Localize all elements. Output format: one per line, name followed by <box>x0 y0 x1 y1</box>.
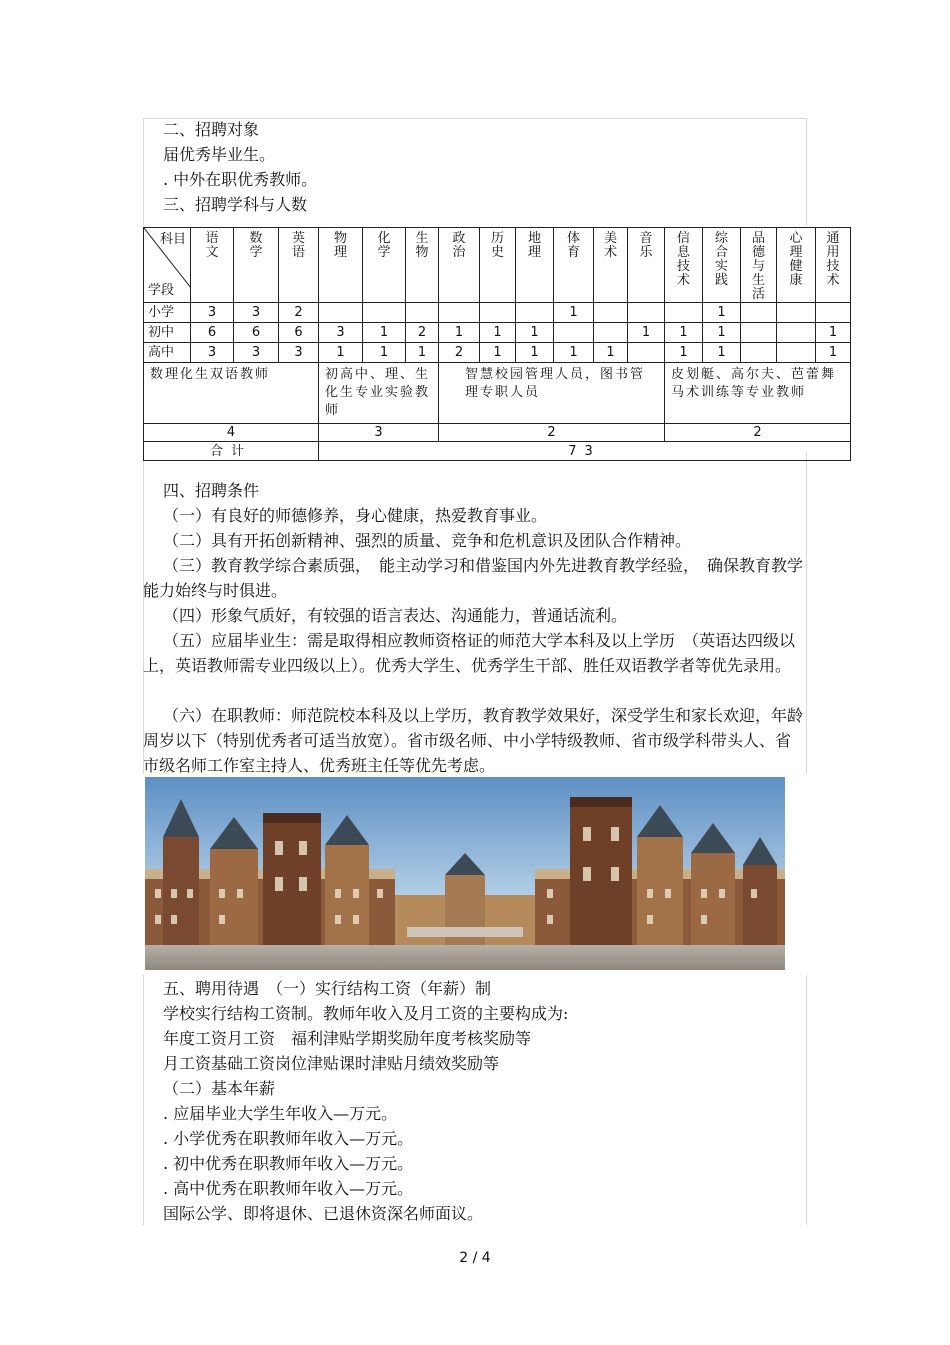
table-cell <box>439 303 480 323</box>
condition-6: （六）在职教师：师范院校本科及以上学历，教育教学效果好，深受学生和家长欢迎，年龄周岁以下（特别优秀者可适当放宽）。省市级名师、中小学特级教师、省市级学科带头人、省市级名师工作室主持人、优秀班主任等优先考虑。 <box>143 706 804 775</box>
table-cell: 1 <box>594 343 628 363</box>
table-cell: 1 <box>816 323 851 343</box>
table-cell: 1 <box>363 323 406 343</box>
subject-header: 语文 <box>191 228 234 303</box>
section2-item-2: . 中外在职优秀教师。 <box>163 170 318 189</box>
table-cell <box>777 323 816 343</box>
table-cell <box>665 303 703 323</box>
category-cell: 初高中、理、生化生专业实验教师 <box>319 363 439 424</box>
table-cell <box>628 343 665 363</box>
recruitment-table <box>143 227 851 461</box>
category-cell: 智慧校园管理人员，图书管理专职人员 <box>439 363 665 424</box>
section2-item-1: 届优秀毕业生。 <box>163 145 276 164</box>
subject-header: 物理 <box>319 228 363 303</box>
salary-line: 学校实行结构工资制。教师年收入及月工资的主要构成为: <box>163 1004 569 1023</box>
table-cell <box>406 303 439 323</box>
table-cell <box>741 323 777 343</box>
category-count: 4 <box>144 424 319 442</box>
condition-4: （四）形象气质好，有较强的语言表达、沟通能力，普通话流利。 <box>163 606 628 625</box>
table-cell: 1 <box>554 343 594 363</box>
table-cell: 1 <box>516 343 554 363</box>
section4-heading: 四、招聘条件 <box>163 481 260 500</box>
table-cell: 2 <box>406 323 439 343</box>
subject-header: 数学 <box>234 228 279 303</box>
corner-subject-label: 科目 <box>159 232 186 247</box>
condition-5: （五）应届毕业生：需是取得相应教师资格证的师范大学本科及以上学历 （英语达四级以上，英语教师需专业四级以上）。优秀大学生、优秀学生干部、胜任双语教学者等优先录用。 <box>143 631 796 675</box>
category-row <box>144 363 851 424</box>
table-cell <box>816 303 851 323</box>
table-row <box>144 323 851 343</box>
table-cell: 1 <box>480 343 516 363</box>
table-cell: 3 <box>319 323 363 343</box>
subject-header: 历史 <box>480 228 516 303</box>
table-cell: 1 <box>406 343 439 363</box>
campus-building-photo <box>145 777 785 970</box>
section2-heading: 二、招聘对象 <box>163 120 260 139</box>
table-cell <box>628 303 665 323</box>
subject-header: 地理 <box>516 228 554 303</box>
salary-line: （二）基本年薪 <box>163 1079 276 1098</box>
table-cell: 1 <box>628 323 665 343</box>
table-cell <box>777 303 816 323</box>
section5-heading: 五、聘用待遇 （一）实行结构工资（年薪）制 <box>163 979 492 998</box>
subject-header: 化学 <box>363 228 406 303</box>
salary-line: 年度工资月工资 福利津贴学期奖励年度考核奖励等 <box>163 1029 532 1048</box>
table-cell: 2 <box>279 303 319 323</box>
table-cell: 1 <box>703 303 741 323</box>
table-cell: 1 <box>665 343 703 363</box>
stage-label: 高中 <box>144 343 191 363</box>
salary-line: . 应届毕业大学生年收入—万元。 <box>163 1104 398 1123</box>
stage-label: 小学 <box>144 303 191 323</box>
category-count: 2 <box>439 424 665 442</box>
table-cell <box>741 343 777 363</box>
table-cell: 1 <box>665 323 703 343</box>
condition-1: （一）有良好的师德修养，身心健康，热爱教育事业。 <box>163 506 548 525</box>
table-cell: 1 <box>816 343 851 363</box>
salary-line: . 高中优秀在职教师年收入—万元。 <box>163 1179 414 1198</box>
table-cell: 6 <box>234 323 279 343</box>
salary-line: . 初中优秀在职教师年收入—万元。 <box>163 1154 414 1173</box>
salary-line: . 小学优秀在职教师年收入—万元。 <box>163 1129 414 1148</box>
table-cell: 1 <box>363 343 406 363</box>
margin-guide-right <box>806 118 807 226</box>
category-cell: 数理化生双语教师 <box>144 363 319 424</box>
total-value: 73 <box>319 442 851 461</box>
table-row <box>144 343 851 363</box>
table-cell: 3 <box>191 303 234 323</box>
margin-guide-left-3 <box>143 975 144 1225</box>
category-count: 2 <box>665 424 851 442</box>
table-cell <box>363 303 406 323</box>
table-cell: 1 <box>480 323 516 343</box>
subject-header: 信息技术 <box>665 228 703 303</box>
corner-stage-label: 学段 <box>148 283 175 298</box>
subject-header: 美术 <box>594 228 628 303</box>
category-count-row <box>144 424 851 442</box>
table-cell: 6 <box>279 323 319 343</box>
table-cell <box>554 323 594 343</box>
table-cell: 3 <box>234 343 279 363</box>
category-cell: 皮划艇、高尔夫、芭蕾舞马术训练等专业教师 <box>665 363 851 424</box>
table-cell <box>480 303 516 323</box>
total-row <box>144 442 851 461</box>
subject-header: 心理健康 <box>777 228 816 303</box>
table-cell: 3 <box>191 343 234 363</box>
total-label: 合计 <box>144 442 319 461</box>
table-cell <box>516 303 554 323</box>
table-cell: 3 <box>234 303 279 323</box>
table-cell <box>777 343 816 363</box>
table-header-row <box>144 228 851 303</box>
category-count: 3 <box>319 424 439 442</box>
condition-2: （二）具有开拓创新精神、强烈的质量、竞争和危机意识及团队合作精神。 <box>163 531 692 550</box>
subject-header: 品德与生活 <box>741 228 777 303</box>
subject-header: 政治 <box>439 228 480 303</box>
table-cell: 1 <box>319 343 363 363</box>
table-cell: 1 <box>703 323 741 343</box>
subject-header: 通用技术 <box>816 228 851 303</box>
subject-header: 英语 <box>279 228 319 303</box>
table-cell: 1 <box>554 303 594 323</box>
salary-line: 国际公学、即将退休、已退休资深名师面议。 <box>163 1204 484 1223</box>
table-cell: 1 <box>703 343 741 363</box>
salary-line: 月工资基础工资岗位津贴课时津贴月绩效奖励等 <box>163 1054 500 1073</box>
table-cell: 3 <box>279 343 319 363</box>
table-cell <box>741 303 777 323</box>
table-cell: 6 <box>191 323 234 343</box>
table-cell <box>594 323 628 343</box>
table-cell: 2 <box>439 343 480 363</box>
margin-guide-top <box>143 118 807 119</box>
table-cell <box>594 303 628 323</box>
margin-guide-right-2 <box>806 452 807 774</box>
margin-guide-left <box>143 118 144 226</box>
stage-label: 初中 <box>144 323 191 343</box>
table-corner-cell <box>144 228 191 303</box>
table-cell <box>319 303 363 323</box>
table-row <box>144 303 851 323</box>
page-number: 2 / 4 <box>459 1250 491 1266</box>
condition-3: （三）教育教学综合素质强， 能主动学习和借鉴国内外先进教育教学经验， 确保教育教学能力始终与时俱进。 <box>143 556 804 600</box>
table-cell: 1 <box>439 323 480 343</box>
table-cell: 1 <box>516 323 554 343</box>
margin-guide-right-3 <box>806 975 807 1225</box>
subject-header: 体育 <box>554 228 594 303</box>
section3-heading: 三、招聘学科与人数 <box>163 195 308 214</box>
subject-header: 生物 <box>406 228 439 303</box>
subject-header: 综合实践 <box>703 228 741 303</box>
subject-header: 音乐 <box>628 228 665 303</box>
